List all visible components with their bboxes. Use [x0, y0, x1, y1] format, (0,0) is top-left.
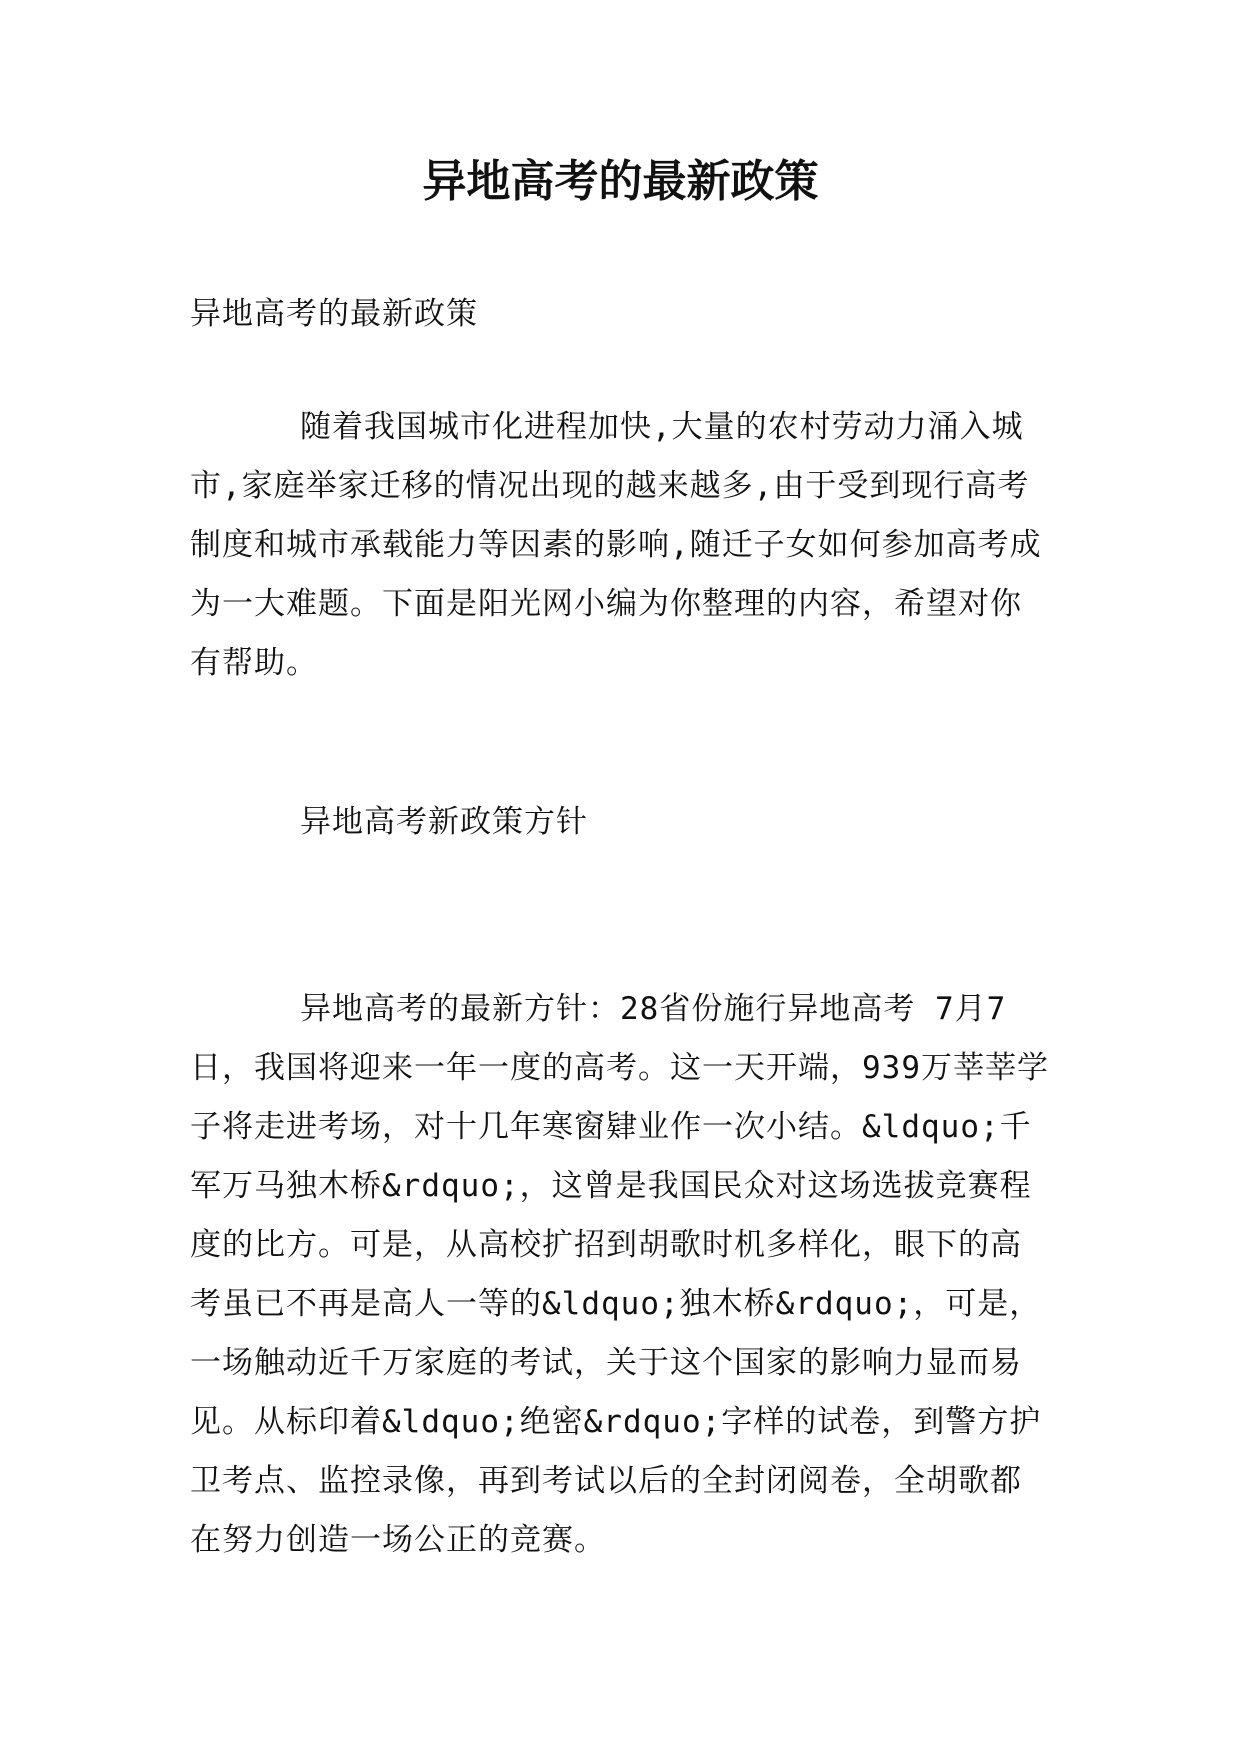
document-title: 异地高考的最新政策 — [422, 156, 819, 207]
body-paragraph: 异地高考的最新方针：28省份施行异地高考 7月7日，我国将迎来一年一度的高考。这一天开端，939万莘莘学子将走进考场，对十几年寒窗肄业作一次小结。&ldquo;千军万马独木桥&rdquo;，这曾是我国民众对这场选拔竞赛程度的比方。可是，从高校扩招到胡歌时机多样化，眼下的高考虽已不再是高人一等的&ldquo;独木桥&rdquo;，可是，一场触动近千万家庭的考试，关于这个国家的影响力显而易见。从标印着&ldquo;绝密&rdquo;字样的试卷，到警方护卫考点、监控录像，再到考试以后的全封闭阅卷，全胡歌都在努力创造一场公正的竞赛。 — [190, 991, 1049, 1558]
section-heading: 异地高考新政策方针 — [300, 804, 588, 840]
document-subtitle: 异地高考的最新政策 — [190, 296, 478, 332]
intro-paragraph: 随着我国城市化进程加快,大量的农村劳动力涌入城市,家庭举家迁移的情况出现的越来越多,由于受到现行高考制度和城市承载能力等因素的影响,随迁子女如何参加高考成为一大难题。下面是阳光网小编为你整理的内容，希望对你有帮助。 — [190, 409, 1042, 681]
